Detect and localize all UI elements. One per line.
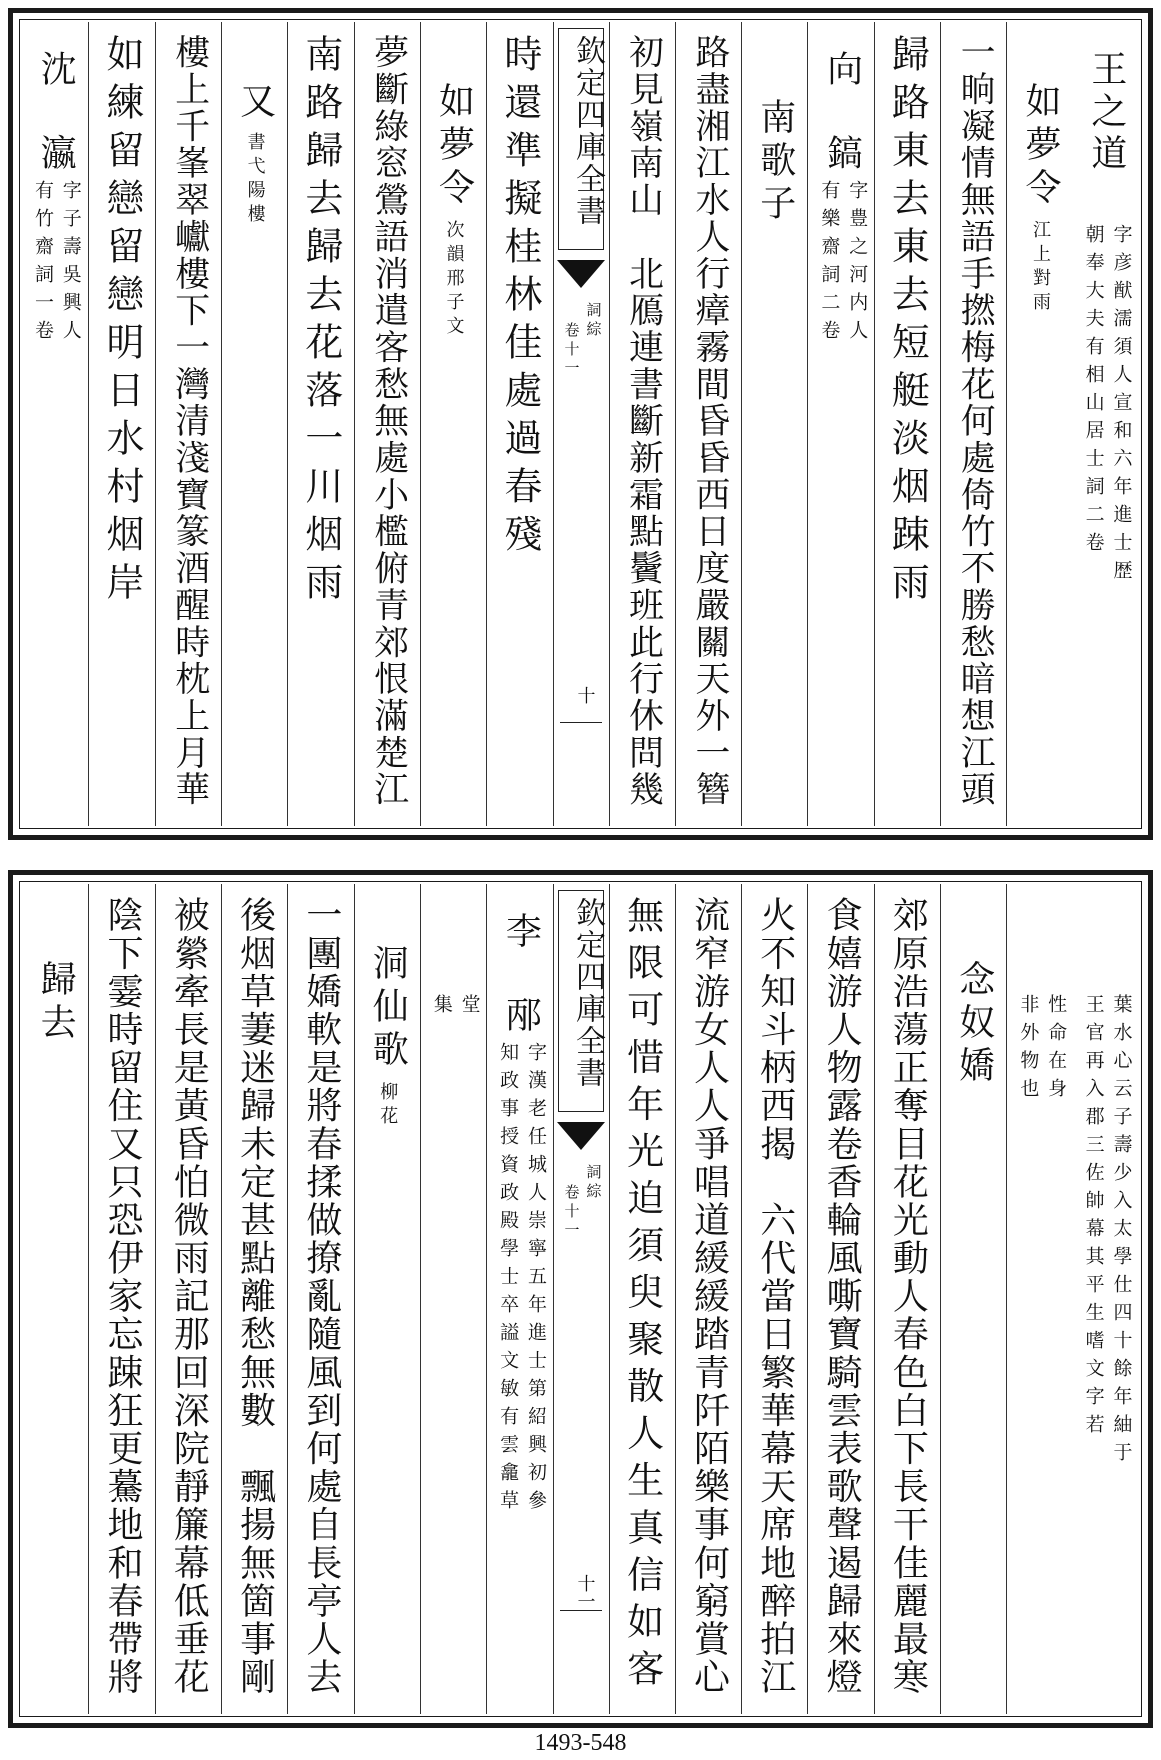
bottom-center-fold <box>553 884 609 1714</box>
leaf-rule <box>560 722 602 723</box>
author-note-line-2: 王官再入郡三佐帥幕其平生嗜文字若 <box>1082 994 1105 1442</box>
author-name: 沈 瀛 <box>35 50 77 176</box>
author-note-line-1: 字漢老任城人崇寧五年進士第紹興初參 <box>524 1042 547 1518</box>
lyric-title: 如夢令 <box>1020 82 1062 211</box>
siku-banner-text: 欽定四庫全書 <box>570 897 605 1089</box>
bottom-column-6 <box>741 884 807 1714</box>
top-column-13 <box>287 22 353 826</box>
verse-line: 南路歸去歸去花落一川烟雨 <box>298 34 343 610</box>
top-column-15 <box>155 22 221 826</box>
leaf-rule <box>560 1610 602 1611</box>
author-note-line-2: 集 <box>430 994 453 1022</box>
lyric-title: 歸去 <box>35 960 77 1046</box>
author-note-line-2: 朝奉大夫有相山居士詞二卷 <box>1082 224 1105 560</box>
bottom-column-16 <box>88 884 154 1714</box>
lyric-title: 洞仙歌 <box>367 944 409 1073</box>
top-column-10 <box>486 22 552 826</box>
fold-label-title: 詞綜 <box>584 1164 603 1202</box>
author-note-line-2: 知政事授資政殿學士卒謚文敏有雲龕草 <box>497 1042 520 1518</box>
author-note-line-1: 字子壽吳興人 <box>59 180 82 348</box>
fishtail-mark <box>557 1122 605 1150</box>
top-column-17 <box>22 22 88 826</box>
top-column-8 <box>609 22 675 826</box>
lyric-subtitle: 柳花 <box>377 1082 399 1130</box>
verse-line: 路盡湘江水人行瘴霧間昏昏西日度嚴關天外一簪 <box>688 34 729 808</box>
verse-line: 火不知斗柄西揭 六代當日繁華幕天席地醉拍江 <box>754 896 796 1696</box>
fold-label-juan: 卷十一 <box>562 322 581 379</box>
leaf-number: 十 <box>574 686 596 704</box>
verse-line: 如練留戀留戀明日水村烟岸 <box>99 34 144 610</box>
lyric-title: 念奴嬌 <box>953 960 995 1089</box>
top-column-2 <box>1006 22 1072 826</box>
page-footer-number: 1493-548 <box>534 1730 627 1756</box>
top-column-4 <box>874 22 940 826</box>
top-column-16 <box>88 22 154 826</box>
verse-line: 郊原浩蕩正奪目花光動人春色白下長干佳麗最寒 <box>887 896 929 1696</box>
fishtail-mark <box>557 260 605 288</box>
bottom-column-11 <box>420 884 486 1714</box>
author-note-line-2: 有竹齋詞一卷 <box>31 180 54 348</box>
verse-line: 流窄游女人人爭唱道緩緩踏青阡陌樂事何窮賞心 <box>688 896 730 1696</box>
author-name: 向 鎬 <box>821 50 863 176</box>
verse-line: 時還準擬桂林佳處過春殘 <box>497 34 542 562</box>
bottom-column-5 <box>807 884 873 1714</box>
lyric-subtitle: 次韻邢子文 <box>443 220 465 340</box>
bottom-column-8 <box>609 884 675 1714</box>
top-column-5 <box>807 22 873 826</box>
top-column-11 <box>420 22 486 826</box>
author-note-line-2: 非外物也 <box>1017 994 1040 1106</box>
bottom-page-columns <box>22 884 1139 1714</box>
bottom-column-4 <box>874 884 940 1714</box>
top-page-columns <box>22 22 1139 826</box>
author-note-line-1: 性命在身 <box>1045 994 1068 1106</box>
verse-line: 後烟草萋迷歸未定甚點離愁無數 飄揚無箇事剛 <box>234 896 276 1696</box>
top-column-1 <box>1073 22 1139 826</box>
lyric-subtitle: 江上對雨 <box>1030 220 1052 316</box>
top-column-14 <box>221 22 287 826</box>
verse-line: 無限可惜年光迫須臾聚散人生真信如客 <box>620 896 664 1696</box>
verse-line: 一晌凝情無語手撚梅花何處倚竹不勝愁暗想江頭 <box>954 34 995 808</box>
bottom-column-12 <box>354 884 420 1714</box>
bottom-column-3 <box>940 884 1006 1714</box>
bottom-column-13 <box>287 884 353 1714</box>
lyric-title: 又 <box>234 82 276 125</box>
top-column-7 <box>675 22 741 826</box>
verse-line: 歸路東去東去短艇淡烟踈雨 <box>885 34 930 610</box>
verse-line: 被縈牽長是黃昏怕微雨記那回深院靜簾幕低垂花 <box>168 896 210 1696</box>
verse-line: 初見嶺南山 北鴈連書斷新霜點鬢班此行休問幾 <box>622 34 663 808</box>
lyric-title: 如夢令 <box>433 82 475 211</box>
top-page <box>8 8 1153 840</box>
bottom-page <box>8 870 1153 1728</box>
author-note-line-1: 葉水心云子壽少入太學仕四十餘年紬于 <box>1110 994 1133 1470</box>
bottom-column-15 <box>155 884 221 1714</box>
verse-line: 一團嬌軟是將春揉做撩亂隨風到何處自長亭人去 <box>300 896 342 1696</box>
bottom-column-1 <box>1073 884 1139 1714</box>
top-column-3 <box>940 22 1006 826</box>
bottom-column-14 <box>221 884 287 1714</box>
leaf-number: 十一 <box>574 1574 596 1610</box>
bottom-column-7 <box>675 884 741 1714</box>
bottom-column-10 <box>486 884 552 1714</box>
author-note-line-1: 堂 <box>458 994 481 1022</box>
fold-label-title: 詞綜 <box>584 302 603 340</box>
bottom-column-2 <box>1006 884 1072 1714</box>
siku-banner <box>558 28 604 250</box>
author-name: 李 邴 <box>500 912 542 1038</box>
fold-label-juan: 卷十一 <box>562 1184 581 1241</box>
siku-banner-text: 欽定四庫全書 <box>570 35 605 227</box>
author-note-line-1: 字彦猷濡須人宣和六年進士歴 <box>1110 224 1133 588</box>
lyric-subtitle: 書弋陽樓 <box>244 132 266 228</box>
author-note-line-2: 有樂齋詞二卷 <box>818 180 841 348</box>
author-note-line-1: 字豊之河内人 <box>846 180 869 348</box>
siku-banner <box>558 890 604 1112</box>
author-name: 王之道 <box>1085 50 1127 176</box>
top-column-12 <box>354 22 420 826</box>
verse-line: 陰下霎時留住又只恐伊家忘踈狂更驀地和春帶將 <box>101 896 143 1696</box>
verse-line: 樓上千峯翠巘樓下一灣清淺寶篆酒醒時枕上月華 <box>168 34 209 808</box>
bottom-column-17 <box>22 884 88 1714</box>
top-column-6 <box>741 22 807 826</box>
top-center-fold <box>553 22 609 826</box>
verse-line: 食嬉游人物露卷香輪風嘶寶騎雲表歌聲遏歸來燈 <box>821 896 863 1696</box>
lyric-title: 南歌子 <box>754 98 796 227</box>
verse-line: 夢斷綠窓鶯語消遣客愁無處小檻俯青郊恨滿楚江 <box>367 34 408 808</box>
